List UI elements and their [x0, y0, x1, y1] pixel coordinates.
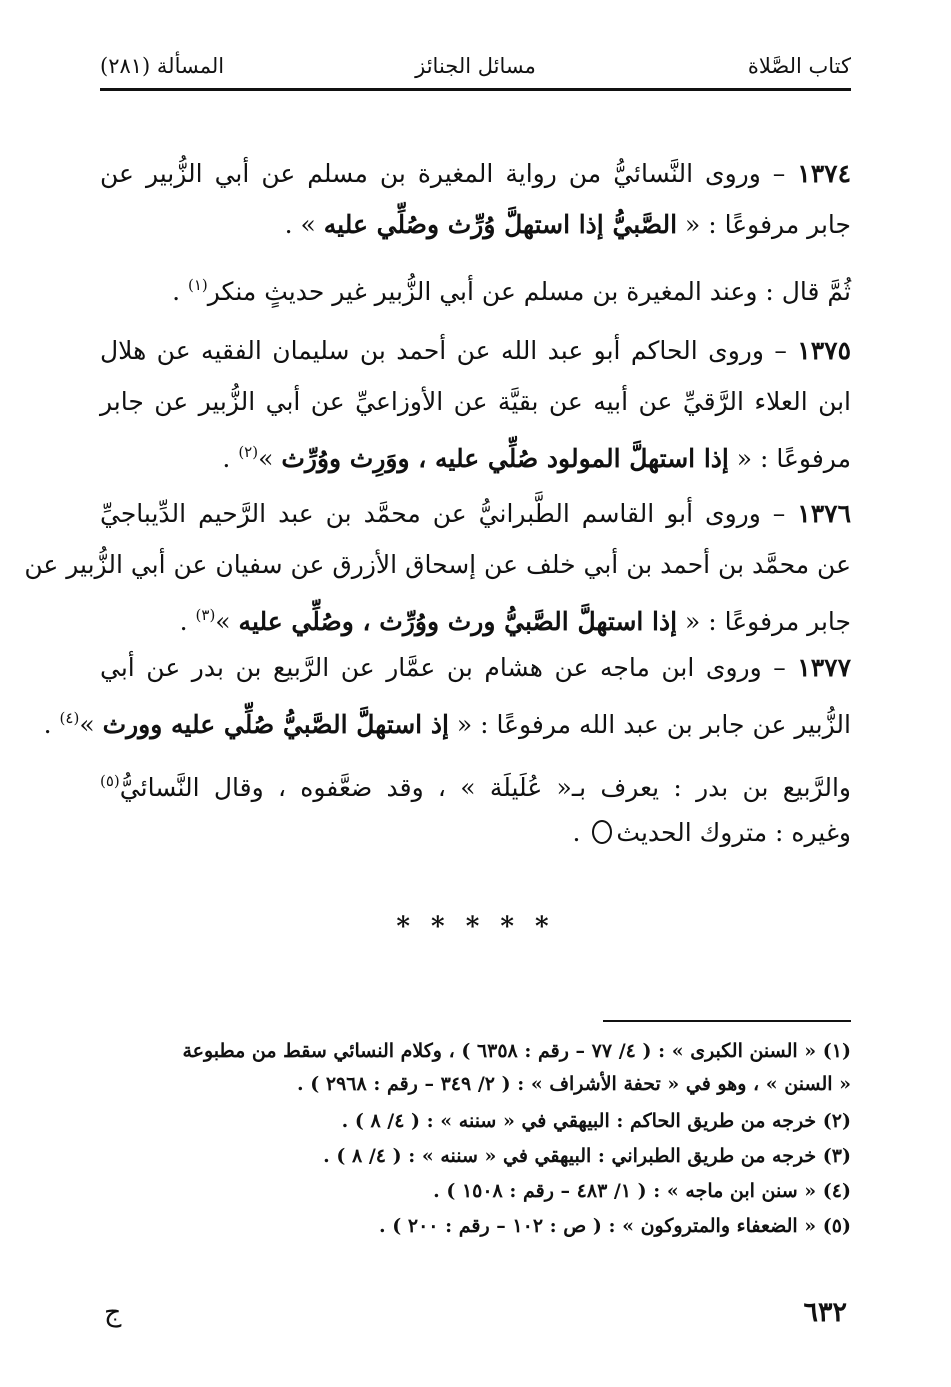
hadith-quote: إذا استهلَّ المولود صُلِّي عليه ، ووَرِث ووُرِّث — [281, 444, 729, 473]
paragraph-comment — [100, 260, 851, 311]
footnote-rule — [603, 1020, 851, 1022]
footnote-2: (٢) خرجه من طريق الحاكم : البيهقي في « سننه » : ( ٤/ ٨ ) . — [341, 1110, 851, 1132]
text-line: عن محمَّد بن أحمد بن أبي خلف عن إسحاق الأزرق عن سفيان عن أبي الزُّبير عن — [24, 550, 851, 579]
section-separator: * * * * * — [396, 912, 555, 942]
footnote-ref: (٢) — [238, 443, 259, 461]
footnote-ref: (٥) — [100, 772, 120, 790]
page-number: ٦٣٢ — [803, 1297, 847, 1328]
footnote-ref: (١) — [187, 276, 208, 294]
text-line: ١٣٧٥ – وروى الحاكم أبو عبد الله عن أحمد بن سليمان الفقيه عن هلال — [100, 336, 851, 365]
text-line: ثُمَّ قال : وعند المغيرة بن مسلم عن أبي الزُّبير غير حديثٍ منكر$^{(١)}$ . — [172, 276, 851, 306]
text-line: مرفوعًا : « إذا استهلَّ المولود صُلِّي عليه ، ووَرِث ووُرِّث »$^{(٢)}$ . — [222, 443, 851, 473]
text-line: وغيره : متروك الحديث . — [572, 818, 851, 847]
text-line: ١٣٧٧ – وروى ابن ماجه عن هشام بن عمَّار عن الرَّبيع بن بدر عن أبي — [100, 653, 851, 682]
text-line: ١٣٧٤ – وروى النَّسائيُّ من رواية المغيرة بن مسلم عن أبي الزُّبير عن — [100, 159, 851, 188]
text-line: ابن العلاء الرَّقيِّ عن أبيه عن بقيَّة عن الأوزاعيِّ عن أبي الزُّبير عن جابر — [100, 387, 851, 416]
paragraph-narrator-note — [100, 756, 851, 858]
footnote-1-cont: « السنن » ، وهو في « تحفة الأشراف » : ( ٢/ ٣٤٩ – رقم : ٢٩٦٨ ) . — [297, 1073, 851, 1095]
text-line: الزُّبير عن جابر بن عبد الله مرفوعًا : « إذ استهلَّ الصَّبيُّ صُلِّي عليه وورث »$^{(٤)}$ . — [43, 709, 851, 739]
paragraph-1375 — [100, 325, 851, 478]
footnote-3: (٣) خرجه من طريق الطبراني : البيهقي في « سننه » : ( ٤/ ٨ ) . — [323, 1145, 851, 1167]
text-line: جابر مرفوعًا : « إذا استهلَّ الصَّبيُّ ورث ووُرِّث ، وصُلِّي عليه »$^{(٣)}$ . — [179, 606, 851, 636]
text-line: جابر مرفوعًا : « الصَّبيُّ إذا استهلَّ وُرِّث وصُلِّي عليه » . — [284, 210, 851, 239]
chapter-title: مسائل الجنائز — [415, 54, 536, 78]
end-circle-icon — [592, 820, 612, 844]
text-line: والرَّبيع بن بدر : يعرف بـ« عُلَيلَة » ، وقد ضعَّفوه ، وقال النَّسائيُّ$^{(٥)}$ — [100, 772, 851, 802]
footnote-4: (٤) « سنن ابن ماجه » : ( ١/ ٤٨٣ – رقم : ١٥٠٨ ) . — [433, 1180, 851, 1202]
footnote-ref: (٤) — [59, 709, 80, 727]
hadith-quote: إذ استهلَّ الصَّبيُّ صُلِّي عليه وورث — [102, 710, 449, 739]
hadith-quote: الصَّبيُّ إذا استهلَّ وُرِّث وصُلِّي عليه — [323, 210, 678, 239]
paragraph-1377 — [43, 642, 851, 744]
signature-mark: ج — [104, 1297, 122, 1328]
paragraph-1376 — [24, 488, 851, 641]
hadith-quote: إذا استهلَّ الصَّبيُّ ورث ووُرِّث ، وصُلِّي عليه — [238, 607, 678, 636]
footnote-5: (٥) « الضعفاء والمتروكون » : ( ص : ١٠٢ – رقم : ٢٠٠ ) . — [379, 1215, 851, 1237]
footnote-1: (١) « السنن الكبرى » : ( ٤/ ٧٧ – رقم : ٦٣٥٨ ) ، وكلام النسائي سقط من مطبوعة — [182, 1040, 851, 1062]
text-line: ١٣٧٦ – وروى أبو القاسم الطَّبرانيُّ عن محمَّد بن عبد الرَّحيم الدِّيباجيِّ — [100, 499, 851, 528]
footnote-ref: (٣) — [195, 606, 216, 624]
paragraph-1374 — [100, 148, 851, 250]
book-title: كتاب الصَّلاة — [747, 54, 851, 78]
issue-number: المسألة (٢٨١) — [100, 54, 225, 78]
running-header — [100, 52, 851, 91]
